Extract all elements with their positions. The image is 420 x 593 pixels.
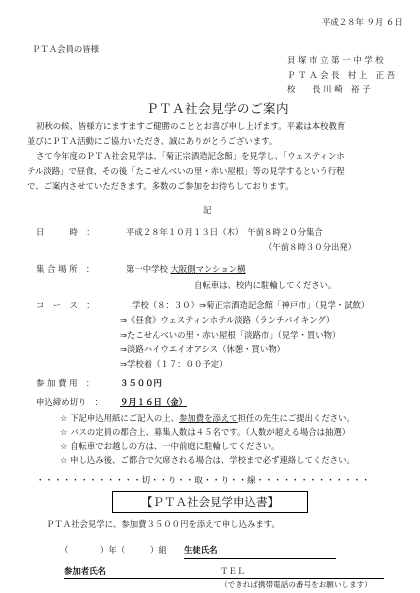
star-icon: ☆: [60, 427, 68, 437]
notice-title: ＰＴＡ社会見学のご案内: [146, 101, 290, 116]
note-item: ☆ 下記申込用紙にご記入の上、参加費を添えて担任の先生にご提出ください。: [60, 413, 355, 423]
course-step: 学校（８：３０）⇒菊正宗酒造記念館「神戸市」（見学・試飲）: [132, 300, 370, 310]
place-value: [126, 264, 246, 274]
issue-date: 平成２８年 ９月 ６日: [322, 17, 403, 27]
departure-note: （午前８時３０分出発）: [264, 242, 357, 252]
participant-label: 参加者氏名: [64, 566, 106, 576]
deadline-label: 申込締め切り ：: [36, 397, 103, 407]
body-line: 並びにＰＴＡ活動にご協力いただき、誠にありがとうございます。: [27, 136, 278, 146]
class-kumi: ）組: [150, 545, 167, 555]
fee-value: ３５００円: [120, 378, 162, 388]
note-item: ☆ 自転車でお越しの方は、一中前庭に駐輪してください。: [60, 441, 280, 451]
tel-note: （できれば携帯電話の番号をお願いします）: [220, 580, 372, 589]
deadline-value: ９月１６日（金）: [120, 397, 187, 407]
course-step: ⇒たこせんべいの里・赤い屋根「淡路市」（見学・買い物）: [120, 330, 341, 340]
date-label: 日 時 ：: [36, 227, 95, 237]
class-open: （: [60, 545, 69, 555]
note-item: ☆ バスの定員の都合上、募集人数は４５名です。（人数が超える場合は抽選）: [60, 427, 351, 437]
fee-label: 参 加 費 用 ：: [36, 378, 95, 388]
sender-school: 貝 塚 市 立 第 一 中 学 校: [287, 55, 384, 65]
sender-pta-chair: Ｐ Ｔ Ａ 会 長 村 上 正 吾: [287, 70, 396, 80]
body-line: で、ご案内させていただきます。多数のご参加をお待ちしております。: [27, 181, 294, 191]
body-line: さて今年度のＰＴＡ社会見学は、「菊正宗酒造記念館」を見学し、「ウェスティンホ: [36, 151, 345, 161]
bicycle-note: 自転車は、校内に駐輪してください。: [194, 280, 337, 290]
place-label: 集 合 場 所 ：: [36, 264, 95, 274]
sender-principal: 校 長 川 崎 裕 子: [287, 84, 371, 94]
note-item: ☆ 申し込み後、ご都合で欠席される場合は、学校まで必ず連絡してください。: [60, 455, 355, 465]
body-line: 初秋の候、皆様方にますますご健勝のこととお喜び申し上げます。平素は本校教育: [36, 121, 346, 131]
course-step: ⇒《昼食》ウェスティンホテル淡路（ランチバイキング）: [120, 315, 335, 325]
date-value: 平成２８年１０月１３日（木） 午前８時２０分集合: [126, 227, 323, 237]
body-line: テル淡路」で昼食、その後「たこせんべいの里・赤い屋根」等の見学するという行程: [27, 166, 345, 176]
course-step: ⇒淡路ハイウエイオアシス（休憩・買い物）: [120, 344, 286, 354]
star-icon: ☆: [60, 455, 68, 465]
cut-line: ・・・・・・・・・・・・切・・り・・取・・り・・線・・・・・・・・・・・・・: [36, 476, 371, 486]
tel-label: ＴＥＬ: [220, 566, 246, 576]
recipient: ＰＴＡ会員の皆様: [32, 44, 99, 54]
course-label: コ ー ス ：: [36, 300, 95, 310]
student-name-line[interactable]: [184, 558, 336, 559]
form-title: 【ＰＴＡ社会見学申込書】: [112, 491, 308, 513]
star-icon: ☆: [60, 413, 68, 423]
place-school: 第一中学校: [126, 264, 168, 274]
class-grade: ）年（: [100, 545, 126, 555]
form-lead: ＰＴＡ社会見学に、参加費３５００円を添えて申し込みます。: [46, 519, 280, 529]
student-name-label: 生徒氏名: [184, 545, 218, 555]
participant-line[interactable]: [64, 578, 384, 579]
place-spot: 大阪側マンション横: [170, 264, 246, 274]
ki-mark: 記: [203, 205, 212, 215]
star-icon: ☆: [60, 441, 68, 451]
course-step: ⇒学校着（１７：００予定）: [120, 359, 228, 369]
